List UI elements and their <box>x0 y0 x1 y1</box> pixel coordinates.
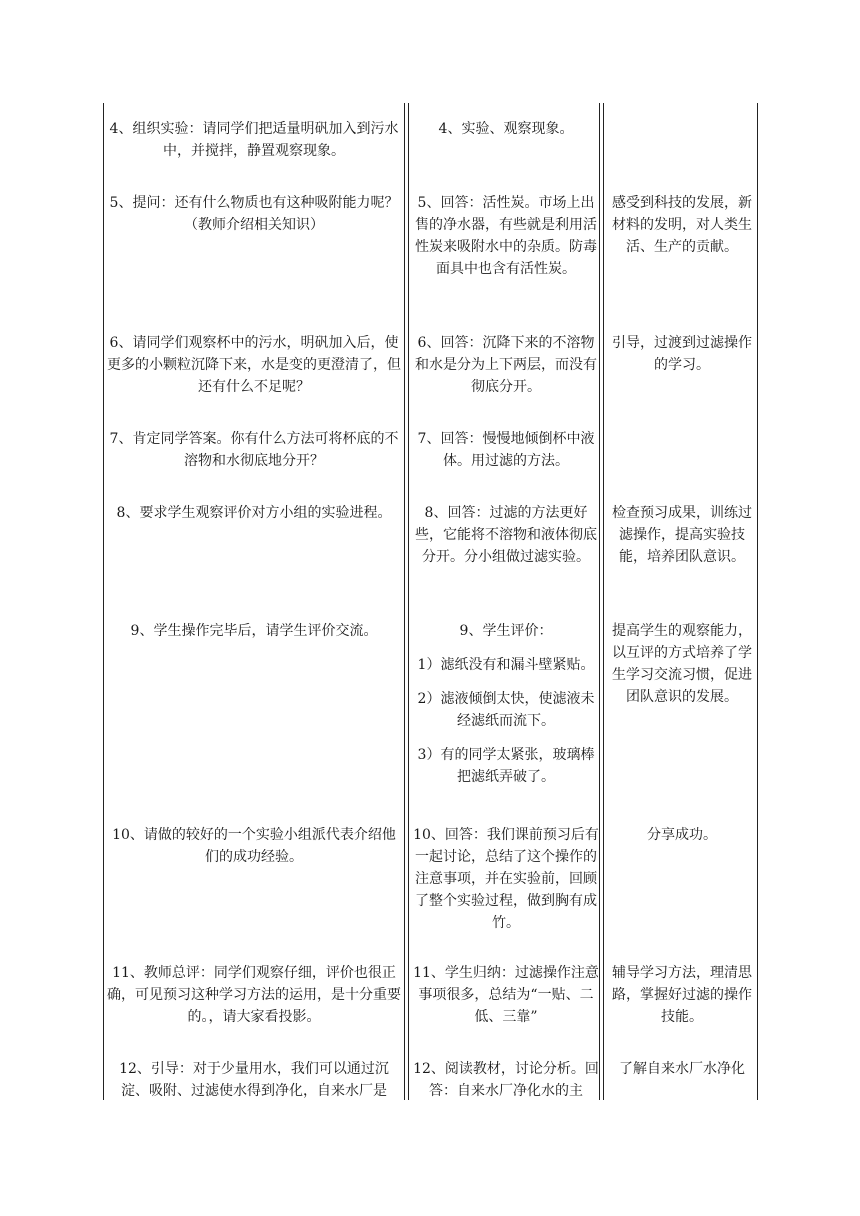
table-border-divider-1 <box>404 103 409 1100</box>
teacher-activity-cell: 12、引导：对于少量用水，我们可以通过沉淀、吸附、过滤使水得到净化，自来水厂是 <box>119 1061 389 1099</box>
student-activity-text: 5、回答：活性炭。市场上出售的净水器，有些就是利用活性炭来吸附水中的杂质。防毒面具中也含有活性炭。 <box>415 195 597 277</box>
teacher-activity-cell: 4、组织实验：请同学们把适量明矾加入到污水中，并搅拌，静置观察现象。 <box>109 121 399 159</box>
design-intent-cell: 检查预习成果，训练过滤操作，提高实验技能，培养团队意识。 <box>612 505 752 565</box>
student-activity-text: 6、回答：沉降下来的不溶物和水是分为上下两层，而没有彻底分开。 <box>415 335 597 395</box>
student-activity-text: 4、实验、观察现象。 <box>438 121 574 137</box>
teacher-activity-cell: 6、请同学们观察杯中的污水，明矾加入后，使更多的小颗粒沉降下来，水是变的更澄清了，但还有什么不足呢？ <box>107 335 401 395</box>
student-activity-text: 10、回答：我们课前预习后有一起讨论，总结了这个操作的注意事项，并在实验前，回顾了整个实验过程，做到胸有成竹。 <box>413 827 599 931</box>
student-activity-text: 9、学生评价： <box>459 623 553 639</box>
student-activity-cell <box>413 332 599 398</box>
student-activity-cell <box>413 118 599 140</box>
table-border-right <box>757 103 758 1100</box>
table-border-divider-2 <box>599 103 604 1100</box>
teacher-activity-cell: 5、提问：还有什么物质也有这种吸附能力呢？（教师介绍相关知识） <box>109 195 399 233</box>
teacher-activity-cell: 7、肯定同学答案。你有什么方法可将杯底的不溶物和水彻底地分开？ <box>109 431 399 469</box>
teacher-activity-cell: 10、请做的较好的一个实验小组派代表介绍他们的成功经验。 <box>112 827 396 865</box>
student-activity-text: 8、回答：过滤的方法更好些，它能将不溶物和液体彻底分开。分小组做过滤实验。 <box>415 505 597 565</box>
student-activity-cell <box>413 428 599 472</box>
design-intent-cell: 分享成功。 <box>647 827 717 843</box>
student-activity-cell <box>413 962 599 1028</box>
teacher-activity-cell: 11、教师总评：同学们观察仔细，评价也很正确，可见预习这种学习方法的运用，是十分重要的。，请大家看投影。 <box>107 965 401 1025</box>
student-activity-cell <box>413 502 599 568</box>
student-activity-text: 3）有的同学太紧张，玻璃棒把滤纸弄破了。 <box>417 747 595 785</box>
student-activity-cell <box>413 824 599 934</box>
table-row <box>103 1058 757 1100</box>
design-intent-cell: 感受到科技的发展，新材料的发明，对人类生活、生产的贡献。 <box>612 195 752 255</box>
student-activity-text: 7、回答：慢慢地倾倒杯中液体。用过滤的方法。 <box>417 431 595 469</box>
table-border-left <box>103 103 104 1100</box>
student-activity-cell <box>413 192 599 280</box>
design-intent-cell: 引导，过渡到过滤操作的学习。 <box>612 335 752 373</box>
student-activity-text: 12、阅读教材，讨论分析。回答：自来水厂净化水的主 <box>413 1061 599 1099</box>
student-activity-cell <box>413 620 599 788</box>
student-activity-text: 2）滤液倾倒太快，使滤液未经滤纸而流下。 <box>417 691 595 729</box>
design-intent-cell: 辅导学习方法，理清思路，掌握好过滤的操作技能。 <box>612 965 752 1025</box>
teacher-activity-cell: 8、要求学生观察评价对方小组的实验进程。 <box>116 505 392 521</box>
student-activity-text: 11、学生归纳：过滤操作注意事项很多，总结为“一贴、二低、三靠” <box>413 965 599 1025</box>
design-intent-cell: 了解自来水厂水净化 <box>619 1061 745 1077</box>
student-activity-text: 1）滤纸没有和漏斗壁紧贴。 <box>417 657 595 673</box>
design-intent-cell: 提高学生的观察能力，以互评的方式培养了学生学习交流习惯，促进团队意识的发展。 <box>612 623 752 705</box>
teacher-activity-cell: 9、学生操作完毕后，请学生评价交流。 <box>130 623 378 639</box>
student-activity-cell <box>413 1058 599 1100</box>
